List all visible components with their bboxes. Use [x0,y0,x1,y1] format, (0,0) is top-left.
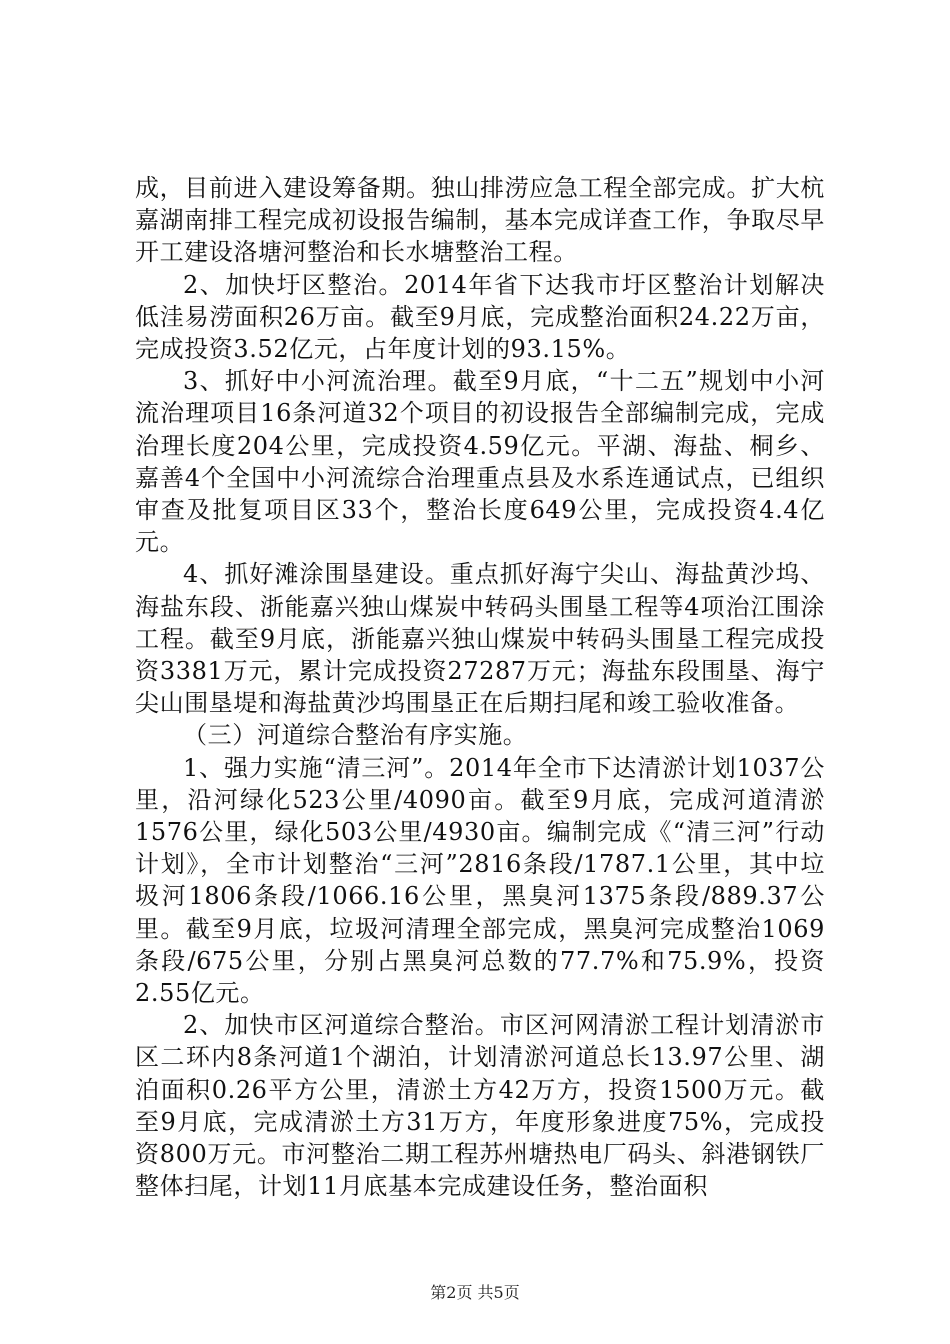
page-number-footer: 第2页 共5页 [430,1283,520,1302]
paragraph-urban-river-remediation: 2、加快市区河道综合整治。市区河网清淤工程计划清淤市区二环内8条河道1个湖泊，计划清淤河道总长13.97公里、湖泊面积0.26平方公里，清淤土方42万方，投资1500万元。截至9月底，完成清淤土方31万方，年度形象进度75%，完成投资800万元。市河整治二期工程苏州塘热电厂码头、斜港钢铁厂整体扫尾，计划11月底基本完成建设任务，整治面积 [135,1011,825,1201]
section-heading-river-remediation: （三）河道综合整治有序实施。 [183,721,528,750]
paragraph-small-river-management: 3、抓好中小河流治理。截至9月底，“十二五”规划中小河流治理项目16条河道32个项目的初设报告全部编制完成，完成治理长度204公里，完成投资4.59亿元。平湖、海盐、桐乡、嘉善4个全国中小河流综合治理重点县及水系连通试点，已组织审查及批复项目区33个，整治长度649公里，完成投资4.4亿元。 [135,367,825,557]
document-body [135,172,825,1203]
paragraph-continuation: 成，目前进入建设筹备期。独山排涝应急工程全部完成。扩大杭嘉湖南排工程完成初设报告编制，基本完成详查工作，争取尽早开工建设洛塘河整治和长水塘整治工程。 [135,174,825,267]
paragraph-clean-three-rivers: 1、强力实施“清三河”。2014年全市下达清淤计划1037公里，沿河绿化523公里/4090亩。截至9月底，完成河道清淤1576公里，绿化503公里/4930亩。编制完成《“清三河”行动计划》，全市计划整治“三河”2816条段/1787.1公里，其中垃圾河1806条段/1066.16公里，黑臭河1375条段/889.37公里。截至9月底，垃圾河清理全部完成，黑臭河完成整治1069条段/675公里，分别占黑臭河总数的77.7%和75.9%，投资2.55亿元。 [135,753,825,1008]
paragraph-polder-remediation: 2、加快圩区整治。2014年省下达我市圩区整治计划解决低洼易涝面积26万亩。截至9月底，完成整治面积24.22万亩，完成投资3.52亿元，占年度计划的93.15%。 [135,270,825,364]
paragraph-tidal-flat-reclamation: 4、抓好滩涂围垦建设。重点抓好海宁尖山、海盐黄沙坞、海盐东段、浙能嘉兴独山煤炭中转码头围垦工程等4项治江围涂工程。截至9月底，浙能嘉兴独山煤炭中转码头围垦工程完成投资3381万元，累计完成投资27287万元；海盐东段围垦、海宁尖山围垦堤和海盐黄沙坞围垦正在后期扫尾和竣工验收准备。 [135,560,825,718]
